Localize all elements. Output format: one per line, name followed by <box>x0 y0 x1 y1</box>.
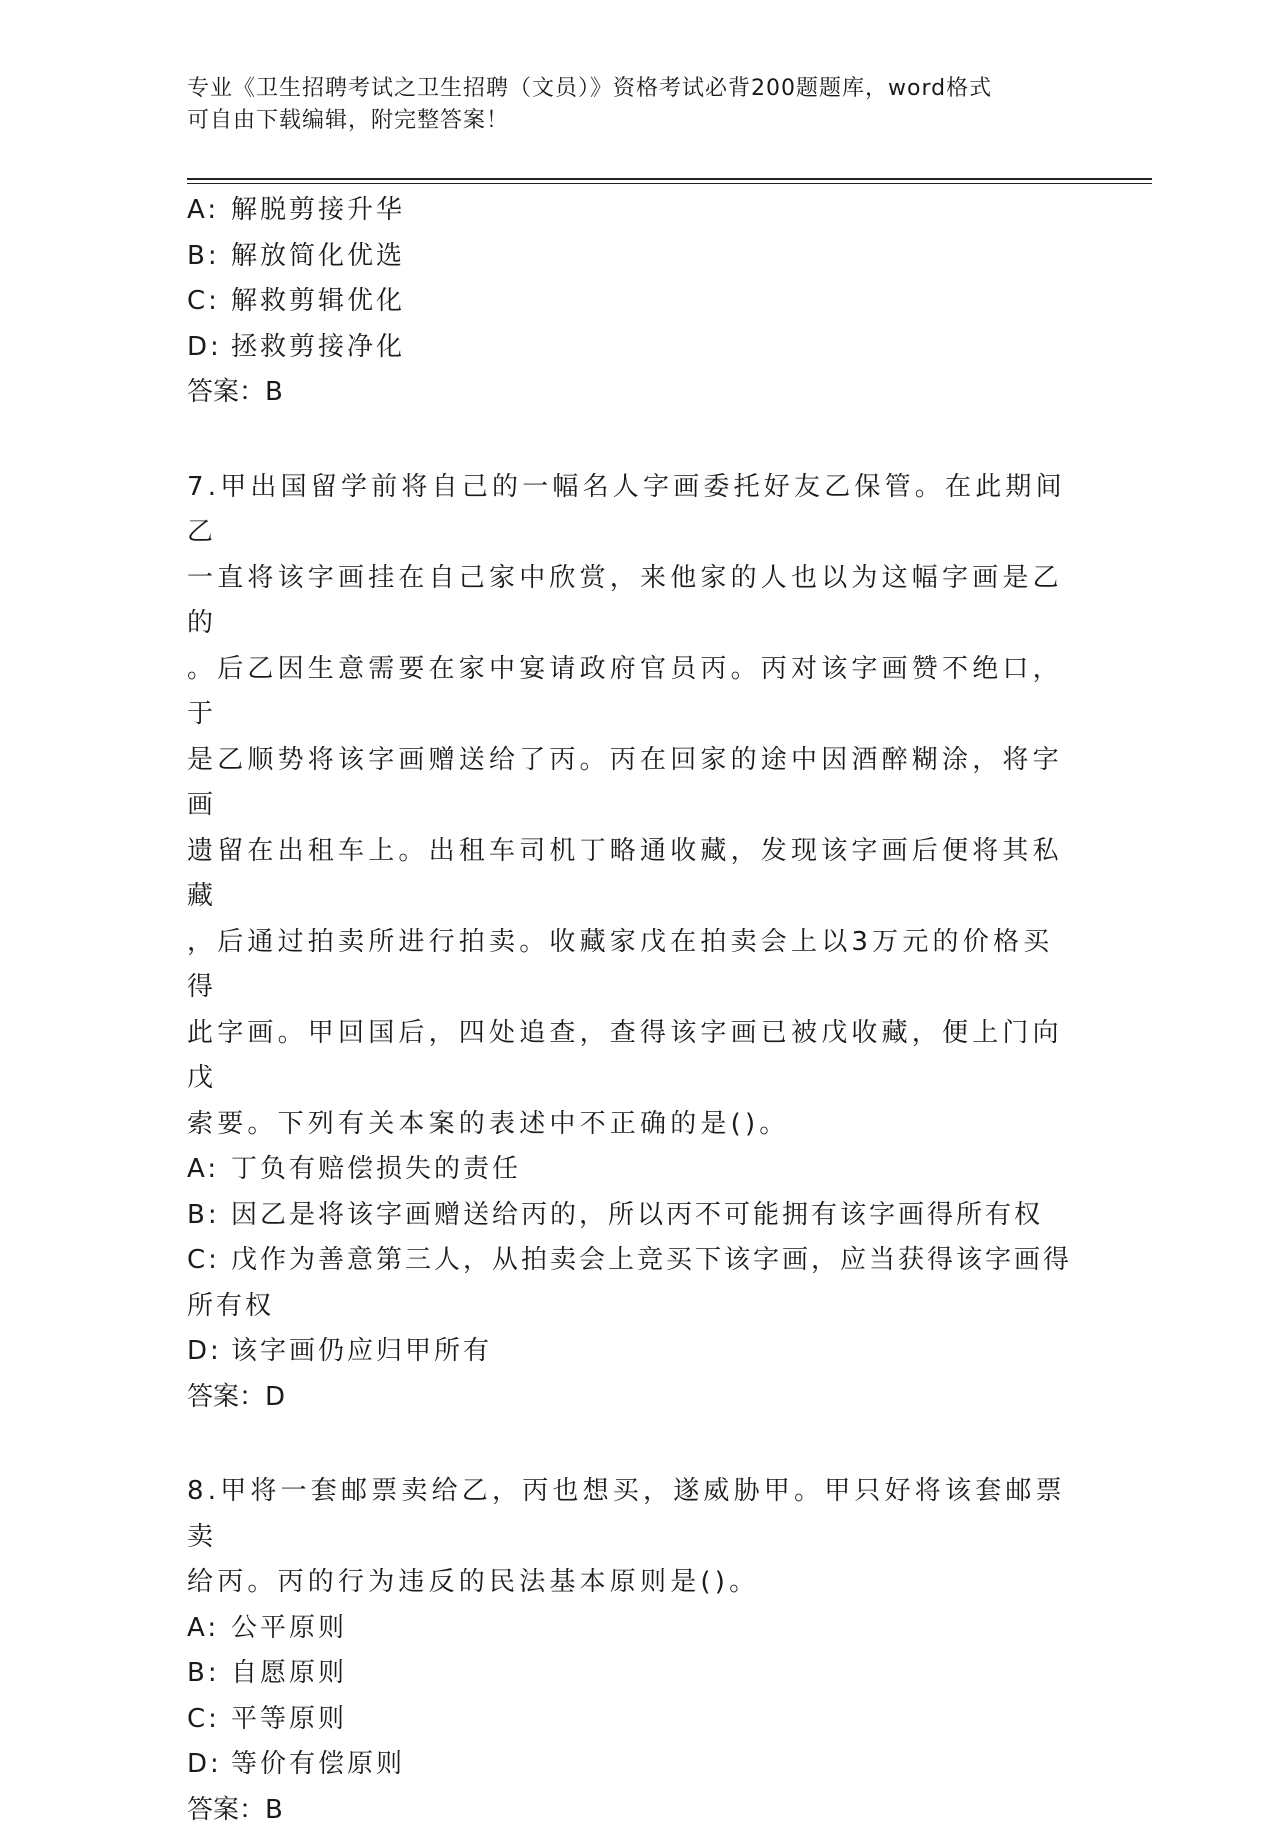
option-a <box>187 1606 1087 1652</box>
stem-line: 。后乙因生意需要在家中宴请政府官员丙。丙对该字画赞不绝口，于 <box>187 647 1067 738</box>
stem-line: 8.甲将一套邮票卖给乙，丙也想买，遂威胁甲。甲只好将该套邮票卖 <box>187 1469 1067 1560</box>
stem-line: 索要。下列有关本案的表述中不正确的是()。 <box>187 1102 1067 1148</box>
option-text: 解放简化优选 <box>231 234 405 280</box>
option-d <box>187 1329 1087 1375</box>
option-c <box>187 1238 1087 1284</box>
option-key: D: <box>187 1329 231 1375</box>
header-divider <box>187 178 1152 184</box>
option-key: C: <box>187 1697 231 1743</box>
option-key: D: <box>187 1742 231 1788</box>
stem-line: 给丙。丙的行为违反的民法基本原则是()。 <box>187 1560 1067 1606</box>
spacer <box>187 416 1087 465</box>
option-b <box>187 234 1087 280</box>
option-a <box>187 188 1087 234</box>
spacer <box>187 1420 1087 1469</box>
option-c-continuation: 所有权 <box>187 1284 1087 1330</box>
option-text: 等价有偿原则 <box>231 1742 405 1788</box>
question-content <box>187 188 1087 1833</box>
option-key: A: <box>187 1606 231 1652</box>
header-title-line-1: 专业《卫生招聘考试之卫生招聘（文员）》资格考试必背200题题库，word格式 <box>187 73 1067 105</box>
question-8 <box>187 1469 1087 1833</box>
answer-line: 答案：B <box>187 1788 1087 1833</box>
stem-line: 遗留在出租车上。出租车司机丁略通收藏，发现该字画后便将其私藏 <box>187 829 1067 920</box>
question-6-options <box>187 188 1087 416</box>
option-text: 自愿原则 <box>231 1651 347 1697</box>
option-text: 解救剪辑优化 <box>231 279 405 325</box>
stem-line: 7.甲出国留学前将自己的一幅名人字画委托好友乙保管。在此期间乙 <box>187 465 1067 556</box>
question-7 <box>187 465 1087 1421</box>
option-text: 丁负有赔偿损失的责任 <box>231 1147 521 1193</box>
answer-line: 答案：B <box>187 370 1087 416</box>
option-key: C: <box>187 1238 231 1284</box>
question-stem <box>187 465 1067 1148</box>
option-a <box>187 1147 1087 1193</box>
option-key: B: <box>187 1651 231 1697</box>
option-text: 解脱剪接升华 <box>231 188 405 234</box>
option-c <box>187 1697 1087 1743</box>
option-b <box>187 1651 1087 1697</box>
option-c <box>187 279 1087 325</box>
stem-line: ，后通过拍卖所进行拍卖。收藏家戊在拍卖会上以3万元的价格买得 <box>187 920 1067 1011</box>
option-key: A: <box>187 1147 231 1193</box>
option-key: A: <box>187 188 231 234</box>
option-text: 因乙是将该字画赠送给丙的，所以丙不可能拥有该字画得所有权 <box>231 1193 1043 1239</box>
option-key: B: <box>187 234 231 280</box>
option-text: 拯救剪接净化 <box>231 325 405 371</box>
answer-line: 答案：D <box>187 1375 1087 1421</box>
option-text: 平等原则 <box>231 1697 347 1743</box>
stem-line: 一直将该字画挂在自己家中欣赏，来他家的人也以为这幅字画是乙的 <box>187 556 1067 647</box>
option-b <box>187 1193 1087 1239</box>
header-title-line-2: 可自由下载编辑，附完整答案！ <box>187 105 1067 137</box>
option-text: 戊作为善意第三人，从拍卖会上竞买下该字画，应当获得该字画得 <box>231 1238 1072 1284</box>
option-text: 该字画仍应归甲所有 <box>231 1329 492 1375</box>
page-header <box>187 73 1067 137</box>
option-text: 公平原则 <box>231 1606 347 1652</box>
option-key: D: <box>187 325 231 371</box>
question-stem <box>187 1469 1067 1606</box>
option-key: B: <box>187 1193 231 1239</box>
stem-line: 此字画。甲回国后，四处追查，查得该字画已被戊收藏，便上门向戊 <box>187 1011 1067 1102</box>
option-d <box>187 325 1087 371</box>
stem-line: 是乙顺势将该字画赠送给了丙。丙在回家的途中因酒醉糊涂，将字画 <box>187 738 1067 829</box>
option-d <box>187 1742 1087 1788</box>
option-key: C: <box>187 279 231 325</box>
